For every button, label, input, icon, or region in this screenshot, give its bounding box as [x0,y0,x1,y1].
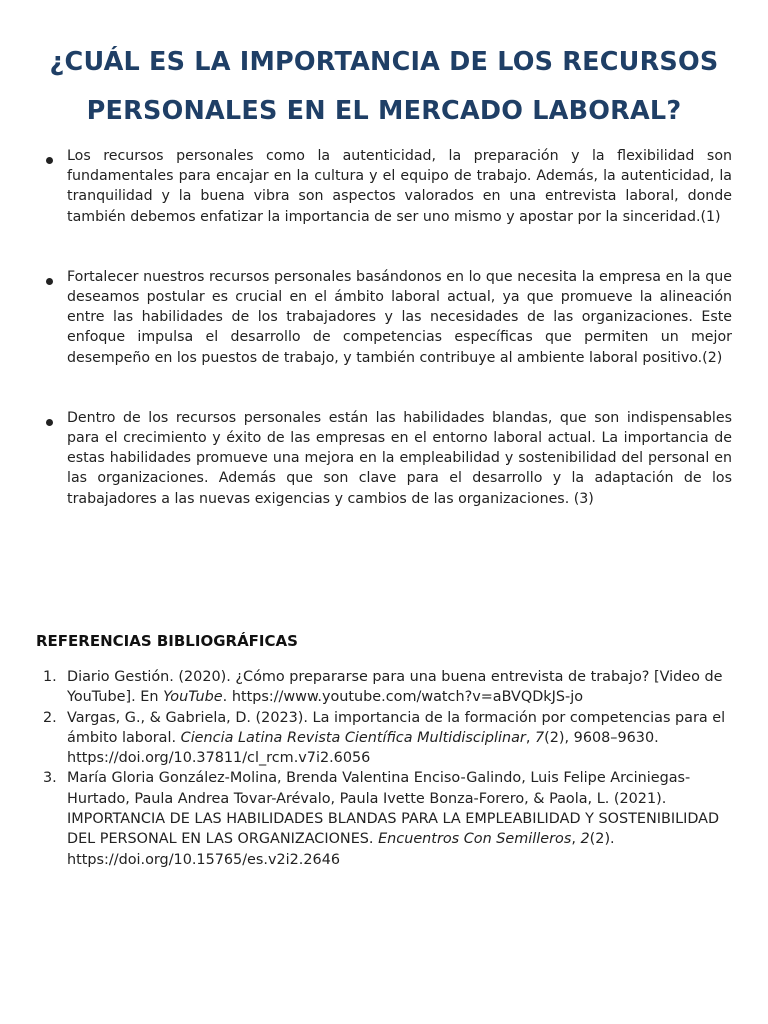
bullet-text: Los recursos personales como la autenticidad, la preparación y la flexibilidad son fundamentales para encajar en la cultura y el equipo de trabajo. Además, la autenticidad, la tranquilidad y la buena vibra son aspectos valorados en una entrevista laboral, donde también debemos enfatizar la importancia de ser uno mismo y apostar por la sinceridad.(1) [67,148,732,225]
reference-item [36,667,732,708]
reference-body: Vargas, G., & Gabriela, D. (2023). La importancia de la formación por competencias para el ámbito laboral. [67,709,726,746]
reference-body: María Gloria González-Molina, Brenda Valentina Enciso-Galindo, Luis Felipe Arciniegas-Hurtado, Paula Andrea Tovar-Arévalo, Paula Ivette Bonza-Forero, & Paola, L. (2021). IMPORTANCIA DE LAS HABILIDADES BLANDAS PARA LA EMPLEABILIDAD Y SOSTENIBILIDAD DEL PERSONAL EN LAS ORGANIZACIONES. [67,770,720,848]
bullet-item [44,267,732,368]
reference-pages: (2). https://doi.org/10.15765/es.v2i2.2646 [67,831,615,868]
reference-body: Diario Gestión. (2020). ¿Cómo prepararse para una buena entrevista de trabajo? [Video de YouTube]. En [67,669,723,706]
reference-number: 2. [43,709,57,726]
reference-text [67,667,732,708]
reference-number: 1. [43,669,57,685]
reference-tail: , [525,729,535,746]
bullet-item [44,408,732,509]
reference-item [36,708,732,769]
reference-pages: (2), 9608–9630. https://doi.org/10.37811/cl_rcm.v7i2.6056 [67,729,659,767]
bullet-text: Fortalecer nuestros recursos personales basándonos en lo que necesita la empresa en la que deseamos postular es crucial en el ámbito laboral actual, ya que promueve la alineación entre las habilidades de los trabajadores y las necesidades de las organizaciones. Este enfoque impulsa el desarrollo de competencias específicas que permiten un mejor desempeño en los puestos de trabajo, y también contribuye al ambiente laboral positivo.(2) [67,268,732,366]
reference-text [67,768,732,869]
reference-tail: , [571,831,581,848]
bullet-dot-icon [46,419,53,426]
reference-volume-italic: 2 [580,831,590,848]
bullet-text: Dentro de los recursos personales están las habilidades blandas, que son indispensables para el crecimiento y éxito de las empresas en el entorno laboral actual. La importancia de estas habilidades promueve una mejora en la empleabilidad y sostenibilidad del personal en las organizaciones. Además que son clave para el desarrollo y la adaptación de los trabajadores a las nuevas exigencias y cambios de las organizaciones. (3) [67,409,732,507]
reference-source-italic: Ciencia Latina Revista Científica Multidisciplinar [180,729,526,746]
reference-source-italic: Encuentros Con Semilleros [378,831,572,848]
references-list [36,667,732,870]
bullet-item [44,146,732,227]
reference-text [67,708,732,769]
reference-source-italic: YouTube [163,689,223,706]
reference-volume-italic: 7 [534,729,545,746]
reference-item [36,768,732,869]
reference-number: 3. [43,770,57,787]
reference-tail: . https://www.youtube.com/watch?v=aBVQDkJS-jo [222,689,583,706]
page-title: ¿CUÁL ES LA IMPORTANCIA DE LOS RECURSOS PERSONALES EN EL MERCADO LABORAL? [49,47,719,126]
references-heading: REFERENCIAS BIBLIOGRÁFICAS [36,632,298,650]
bullet-dot-icon [46,278,53,285]
bullet-list [44,146,732,509]
bullet-dot-icon [46,157,53,164]
